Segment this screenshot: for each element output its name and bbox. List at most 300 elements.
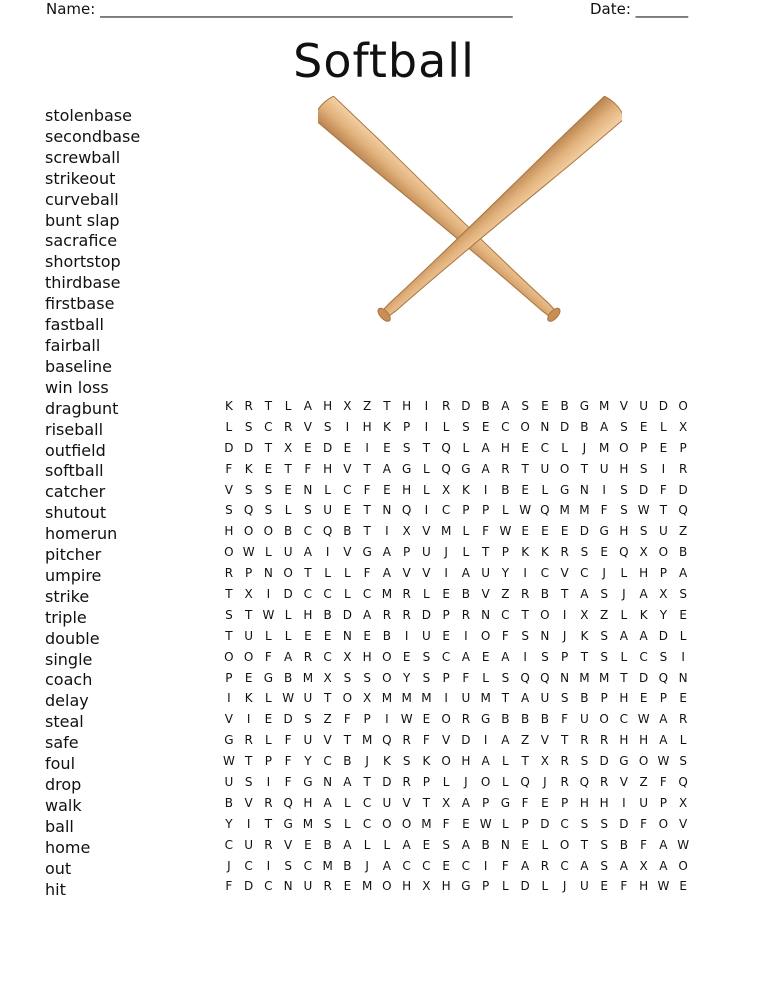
grid-cell[interactable]: L <box>442 775 450 790</box>
grid-cell[interactable]: T <box>304 566 312 581</box>
grid-cell[interactable]: B <box>521 712 530 727</box>
grid-cell[interactable]: J <box>365 754 369 769</box>
grid-cell[interactable]: D <box>678 482 688 497</box>
grid-cell[interactable]: R <box>461 607 471 622</box>
grid-cell[interactable]: E <box>679 607 687 622</box>
grid-cell[interactable]: V <box>422 524 431 539</box>
grid-cell[interactable]: Y <box>402 670 411 685</box>
grid-cell[interactable]: H <box>639 566 649 581</box>
grid-cell[interactable]: J <box>582 440 587 455</box>
grid-cell[interactable]: B <box>481 837 490 852</box>
grid-cell[interactable]: O <box>342 691 353 706</box>
grid-cell[interactable]: K <box>461 482 470 497</box>
grid-cell[interactable]: E <box>481 649 490 664</box>
grid-cell[interactable]: S <box>422 670 431 685</box>
grid-cell[interactable]: D <box>520 879 530 894</box>
grid-cell[interactable]: V <box>343 545 352 560</box>
grid-cell[interactable]: Q <box>658 670 669 685</box>
grid-cell[interactable]: L <box>502 775 509 790</box>
grid-cell[interactable]: Q <box>540 503 550 518</box>
grid-cell[interactable]: C <box>323 754 332 769</box>
grid-cell[interactable]: T <box>244 754 253 769</box>
grid-cell[interactable]: Q <box>243 503 254 518</box>
grid-cell[interactable]: K <box>422 754 431 769</box>
grid-cell[interactable]: Q <box>283 795 293 810</box>
grid-cell[interactable]: L <box>265 691 272 706</box>
grid-cell[interactable]: M <box>361 879 373 894</box>
grid-cell[interactable]: I <box>345 419 350 434</box>
grid-cell[interactable]: B <box>619 837 628 852</box>
grid-cell[interactable]: E <box>323 628 332 643</box>
grid-cell[interactable]: I <box>424 503 429 518</box>
grid-cell[interactable]: S <box>244 775 253 790</box>
grid-cell[interactable]: E <box>521 837 529 852</box>
grid-cell[interactable]: W <box>499 524 512 539</box>
grid-cell[interactable]: T <box>264 440 273 455</box>
grid-cell[interactable]: D <box>658 399 668 413</box>
grid-cell[interactable]: G <box>559 482 570 497</box>
grid-cell[interactable]: C <box>362 816 372 831</box>
grid-cell[interactable]: A <box>363 607 372 622</box>
grid-cell[interactable]: D <box>342 607 352 622</box>
grid-cell[interactable]: U <box>658 524 668 539</box>
grid-cell[interactable]: H <box>441 879 451 894</box>
grid-cell[interactable]: X <box>679 419 688 434</box>
grid-cell[interactable]: R <box>283 419 293 434</box>
grid-cell[interactable]: L <box>620 649 628 664</box>
grid-cell[interactable]: R <box>560 775 569 790</box>
grid-cell[interactable]: L <box>265 733 272 748</box>
grid-cell[interactable]: I <box>266 587 271 602</box>
grid-cell[interactable]: M <box>579 670 590 685</box>
grid-cell[interactable]: P <box>561 649 569 664</box>
grid-cell[interactable]: L <box>344 795 351 810</box>
grid-cell[interactable]: S <box>600 587 608 602</box>
grid-cell[interactable]: U <box>599 461 609 476</box>
grid-cell[interactable]: O <box>638 754 649 769</box>
grid-cell[interactable]: I <box>464 628 468 643</box>
grid-cell[interactable]: G <box>303 775 313 790</box>
grid-cell[interactable]: Q <box>441 440 451 455</box>
grid-cell[interactable]: M <box>322 858 333 873</box>
grid-cell[interactable]: Q <box>520 775 530 790</box>
grid-cell[interactable]: C <box>540 566 550 581</box>
grid-cell[interactable]: M <box>381 587 393 602</box>
grid-cell[interactable]: C <box>639 649 648 664</box>
grid-cell[interactable]: S <box>264 503 273 518</box>
grid-cell[interactable]: G <box>599 524 609 539</box>
grid-cell[interactable]: X <box>679 795 688 810</box>
grid-cell[interactable]: H <box>639 733 649 748</box>
grid-cell[interactable]: M <box>559 503 570 518</box>
grid-cell[interactable]: G <box>401 461 412 476</box>
grid-cell[interactable]: E <box>343 879 352 894</box>
grid-cell[interactable]: V <box>540 733 549 748</box>
grid-cell[interactable]: I <box>227 691 231 706</box>
grid-cell[interactable]: A <box>639 628 648 643</box>
grid-cell[interactable]: S <box>323 419 332 434</box>
grid-cell[interactable]: T <box>363 503 371 518</box>
grid-cell[interactable]: P <box>640 440 648 455</box>
grid-cell[interactable]: W <box>637 503 650 518</box>
grid-cell[interactable]: R <box>402 607 411 622</box>
grid-cell[interactable]: N <box>263 566 273 581</box>
grid-cell[interactable]: T <box>580 461 589 476</box>
grid-cell[interactable]: V <box>224 482 233 497</box>
grid-cell[interactable]: J <box>602 566 606 581</box>
grid-cell[interactable]: O <box>599 712 609 727</box>
grid-cell[interactable]: F <box>659 775 667 790</box>
grid-cell[interactable]: E <box>442 587 450 602</box>
grid-cell[interactable]: R <box>264 795 273 810</box>
grid-cell[interactable]: T <box>501 691 510 706</box>
grid-cell[interactable]: J <box>562 628 567 643</box>
grid-cell[interactable]: K <box>382 754 391 769</box>
grid-cell[interactable]: A <box>659 837 668 852</box>
grid-cell[interactable]: R <box>382 607 392 622</box>
grid-cell[interactable]: A <box>284 649 293 664</box>
grid-cell[interactable]: Z <box>363 399 372 413</box>
grid-cell[interactable]: V <box>560 566 569 581</box>
grid-cell[interactable]: W <box>657 879 670 894</box>
grid-cell[interactable]: A <box>323 795 332 810</box>
grid-cell[interactable]: W <box>637 712 650 727</box>
grid-cell[interactable]: F <box>343 712 351 727</box>
grid-cell[interactable]: E <box>304 837 312 852</box>
grid-cell[interactable]: C <box>540 440 550 455</box>
grid-cell[interactable]: H <box>402 482 412 497</box>
grid-cell[interactable]: U <box>244 837 254 852</box>
grid-cell[interactable]: L <box>541 482 549 497</box>
grid-cell[interactable]: H <box>639 879 649 894</box>
grid-cell[interactable]: K <box>580 628 589 643</box>
grid-cell[interactable]: M <box>302 816 314 831</box>
grid-cell[interactable]: A <box>580 858 589 873</box>
grid-cell[interactable]: S <box>600 837 608 852</box>
grid-cell[interactable]: S <box>600 816 608 831</box>
grid-cell[interactable]: Y <box>225 816 233 831</box>
grid-cell[interactable]: I <box>424 419 429 434</box>
grid-cell[interactable]: G <box>619 754 629 769</box>
grid-cell[interactable]: B <box>501 482 510 497</box>
grid-cell[interactable]: L <box>462 440 470 455</box>
grid-cell[interactable]: S <box>620 419 628 434</box>
grid-cell[interactable]: F <box>225 461 233 476</box>
grid-cell[interactable]: P <box>264 754 272 769</box>
grid-cell[interactable]: A <box>639 587 648 602</box>
grid-cell[interactable]: H <box>362 649 372 664</box>
grid-cell[interactable]: L <box>502 879 509 894</box>
grid-cell[interactable]: O <box>441 754 451 769</box>
grid-cell[interactable]: S <box>600 858 608 873</box>
grid-cell[interactable]: F <box>640 837 648 852</box>
grid-cell[interactable]: Z <box>639 775 648 790</box>
grid-cell[interactable]: F <box>363 482 371 497</box>
grid-cell[interactable]: V <box>244 795 253 810</box>
grid-cell[interactable]: C <box>264 879 273 894</box>
grid-cell[interactable]: S <box>343 670 352 685</box>
grid-cell[interactable]: F <box>462 670 470 685</box>
grid-cell[interactable]: Z <box>600 607 609 622</box>
grid-cell[interactable]: C <box>619 712 629 727</box>
grid-cell[interactable]: A <box>382 545 391 560</box>
grid-cell[interactable]: V <box>619 399 628 413</box>
grid-cell[interactable]: L <box>284 503 292 518</box>
grid-cell[interactable]: S <box>521 399 529 413</box>
grid-cell[interactable]: I <box>444 566 448 581</box>
grid-cell[interactable]: S <box>442 837 450 852</box>
grid-cell[interactable]: E <box>442 858 450 873</box>
grid-cell[interactable]: D <box>244 879 254 894</box>
grid-cell[interactable]: L <box>344 566 351 581</box>
grid-cell[interactable]: T <box>343 733 352 748</box>
grid-cell[interactable]: J <box>464 775 468 790</box>
grid-cell[interactable]: A <box>619 858 628 873</box>
grid-cell[interactable]: S <box>402 440 411 455</box>
grid-cell[interactable]: B <box>540 712 549 727</box>
grid-cell[interactable]: B <box>224 795 233 810</box>
grid-cell[interactable]: F <box>363 566 371 581</box>
grid-cell[interactable]: R <box>560 545 569 560</box>
grid-cell[interactable]: A <box>501 649 510 664</box>
grid-cell[interactable]: D <box>382 775 392 790</box>
grid-cell[interactable]: S <box>225 503 233 518</box>
grid-cell[interactable]: C <box>323 649 332 664</box>
grid-cell[interactable]: I <box>385 712 389 727</box>
grid-cell[interactable]: I <box>266 775 271 790</box>
grid-cell[interactable]: S <box>580 754 589 769</box>
grid-cell[interactable]: S <box>600 649 608 664</box>
grid-cell[interactable]: L <box>502 754 509 769</box>
grid-cell[interactable]: I <box>562 607 567 622</box>
grid-cell[interactable]: F <box>284 754 292 769</box>
grid-cell[interactable]: I <box>523 566 527 581</box>
grid-cell[interactable]: Q <box>678 503 688 518</box>
grid-cell[interactable]: P <box>659 795 667 810</box>
grid-cell[interactable]: A <box>303 545 312 560</box>
grid-cell[interactable]: P <box>245 566 253 581</box>
grid-cell[interactable]: S <box>580 545 589 560</box>
grid-cell[interactable]: A <box>343 837 352 852</box>
grid-cell[interactable]: O <box>678 858 688 873</box>
grid-cell[interactable]: P <box>659 566 667 581</box>
grid-cell[interactable]: B <box>284 670 293 685</box>
grid-cell[interactable]: S <box>521 628 529 643</box>
grid-cell[interactable]: S <box>620 503 628 518</box>
grid-cell[interactable]: E <box>462 816 470 831</box>
grid-cell[interactable]: T <box>521 607 529 622</box>
grid-cell[interactable]: L <box>442 419 450 434</box>
grid-cell[interactable]: V <box>323 733 332 748</box>
grid-cell[interactable]: S <box>462 419 470 434</box>
grid-cell[interactable]: O <box>224 545 234 560</box>
grid-cell[interactable]: K <box>639 607 648 622</box>
grid-cell[interactable]: S <box>501 670 510 685</box>
grid-cell[interactable]: L <box>482 670 489 685</box>
grid-cell[interactable]: B <box>501 712 510 727</box>
grid-cell[interactable]: B <box>323 607 332 622</box>
grid-cell[interactable]: X <box>343 649 352 664</box>
grid-cell[interactable]: T <box>521 754 529 769</box>
grid-cell[interactable]: C <box>244 858 253 873</box>
grid-cell[interactable]: Q <box>401 503 412 518</box>
grid-cell[interactable]: H <box>362 419 372 434</box>
grid-cell[interactable]: F <box>442 816 450 831</box>
grid-cell[interactable]: E <box>659 440 668 455</box>
grid-cell[interactable]: X <box>402 524 411 539</box>
grid-cell[interactable]: L <box>502 816 509 831</box>
grid-cell[interactable]: O <box>401 816 412 831</box>
grid-cell[interactable]: V <box>442 733 451 748</box>
grid-cell[interactable]: D <box>461 399 471 413</box>
grid-cell[interactable]: T <box>225 628 233 643</box>
grid-cell[interactable]: A <box>521 858 530 873</box>
grid-cell[interactable]: L <box>541 837 549 852</box>
grid-cell[interactable]: U <box>323 503 333 518</box>
grid-cell[interactable]: P <box>422 775 430 790</box>
grid-cell[interactable]: T <box>560 733 569 748</box>
grid-cell[interactable]: O <box>559 837 570 852</box>
grid-cell[interactable]: E <box>402 649 411 664</box>
grid-cell[interactable]: E <box>264 461 273 476</box>
grid-cell[interactable]: X <box>323 670 332 685</box>
grid-cell[interactable]: C <box>441 649 451 664</box>
grid-cell[interactable]: Q <box>579 775 590 790</box>
grid-cell[interactable]: B <box>343 858 352 873</box>
grid-cell[interactable]: T <box>363 524 371 539</box>
grid-cell[interactable]: L <box>284 607 292 622</box>
grid-cell[interactable]: T <box>284 461 292 476</box>
grid-cell[interactable]: Q <box>678 775 688 790</box>
grid-cell[interactable]: T <box>580 837 589 852</box>
grid-cell[interactable]: D <box>461 733 471 748</box>
grid-cell[interactable]: A <box>402 837 411 852</box>
grid-cell[interactable]: F <box>284 733 292 748</box>
grid-cell[interactable]: O <box>382 879 392 894</box>
grid-cell[interactable]: C <box>264 419 273 434</box>
grid-cell[interactable]: E <box>521 524 529 539</box>
grid-cell[interactable]: L <box>620 607 628 622</box>
grid-cell[interactable]: S <box>264 482 273 497</box>
grid-cell[interactable]: Q <box>619 545 629 560</box>
grid-cell[interactable]: M <box>302 670 314 685</box>
grid-cell[interactable]: A <box>501 733 510 748</box>
grid-cell[interactable]: U <box>579 879 589 894</box>
grid-cell[interactable]: G <box>480 712 491 727</box>
grid-cell[interactable]: X <box>422 879 431 894</box>
grid-cell[interactable]: G <box>461 879 471 894</box>
grid-cell[interactable]: R <box>560 754 569 769</box>
grid-cell[interactable]: U <box>639 399 649 413</box>
grid-cell[interactable]: E <box>600 879 608 894</box>
grid-cell[interactable]: A <box>659 733 668 748</box>
grid-cell[interactable]: L <box>679 733 687 748</box>
grid-cell[interactable]: C <box>461 858 471 873</box>
grid-cell[interactable]: D <box>560 419 570 434</box>
grid-cell[interactable]: H <box>461 754 471 769</box>
grid-cell[interactable]: N <box>323 775 333 790</box>
grid-cell[interactable]: W <box>400 712 413 727</box>
grid-cell[interactable]: X <box>580 607 589 622</box>
grid-cell[interactable]: W <box>519 503 532 518</box>
grid-cell[interactable]: R <box>303 649 313 664</box>
grid-cell[interactable]: H <box>619 524 629 539</box>
grid-cell[interactable]: P <box>501 545 509 560</box>
grid-cell[interactable]: M <box>421 816 432 831</box>
grid-cell[interactable]: T <box>521 461 529 476</box>
grid-cell[interactable]: L <box>423 587 430 602</box>
grid-cell[interactable]: K <box>521 545 530 560</box>
grid-cell[interactable]: R <box>599 775 609 790</box>
grid-cell[interactable]: E <box>442 628 450 643</box>
grid-cell[interactable]: A <box>679 566 688 581</box>
grid-cell[interactable]: O <box>658 816 669 831</box>
grid-cell[interactable]: G <box>500 795 511 810</box>
grid-cell[interactable]: W <box>222 754 235 769</box>
grid-cell[interactable]: C <box>303 587 313 602</box>
grid-cell[interactable]: S <box>304 503 312 518</box>
grid-cell[interactable]: U <box>303 691 313 706</box>
grid-cell[interactable]: L <box>344 816 351 831</box>
grid-cell[interactable]: P <box>521 816 529 831</box>
grid-cell[interactable]: N <box>540 628 550 643</box>
grid-cell[interactable]: T <box>264 399 273 413</box>
grid-cell[interactable]: D <box>283 587 293 602</box>
grid-cell[interactable]: R <box>224 566 234 581</box>
grid-cell[interactable]: T <box>244 607 253 622</box>
grid-cell[interactable]: C <box>343 482 352 497</box>
grid-cell[interactable]: F <box>284 775 292 790</box>
grid-cell[interactable]: C <box>323 587 332 602</box>
grid-cell[interactable]: D <box>540 816 550 831</box>
grid-cell[interactable]: R <box>264 837 273 852</box>
grid-cell[interactable]: D <box>639 670 649 685</box>
grid-cell[interactable]: K <box>540 545 549 560</box>
grid-cell[interactable]: E <box>521 482 529 497</box>
grid-cell[interactable]: F <box>501 858 509 873</box>
grid-cell[interactable]: V <box>343 461 352 476</box>
grid-cell[interactable]: E <box>541 524 549 539</box>
grid-cell[interactable]: V <box>481 587 490 602</box>
grid-cell[interactable]: T <box>363 775 371 790</box>
grid-cell[interactable]: T <box>481 545 490 560</box>
grid-cell[interactable]: L <box>502 503 509 518</box>
grid-cell[interactable]: U <box>540 461 550 476</box>
grid-cell[interactable]: H <box>323 461 333 476</box>
grid-cell[interactable]: U <box>540 691 550 706</box>
grid-cell[interactable]: R <box>520 587 530 602</box>
grid-cell[interactable]: B <box>284 524 293 539</box>
grid-cell[interactable]: X <box>343 399 352 413</box>
grid-cell[interactable]: Y <box>659 607 668 622</box>
grid-cell[interactable]: E <box>244 670 253 685</box>
grid-cell[interactable]: Y <box>304 754 312 769</box>
grid-cell[interactable]: U <box>481 566 491 581</box>
grid-cell[interactable]: B <box>560 399 569 413</box>
grid-cell[interactable]: H <box>619 691 629 706</box>
grid-cell[interactable]: E <box>383 440 391 455</box>
grid-cell[interactable]: S <box>679 587 687 602</box>
grid-cell[interactable]: E <box>481 419 490 434</box>
grid-cell[interactable]: E <box>600 545 608 560</box>
grid-cell[interactable]: H <box>323 399 333 413</box>
grid-cell[interactable]: O <box>243 649 254 664</box>
grid-cell[interactable]: D <box>244 440 254 455</box>
grid-cell[interactable]: U <box>461 691 471 706</box>
grid-cell[interactable]: R <box>441 399 451 413</box>
grid-cell[interactable]: I <box>622 795 626 810</box>
grid-cell[interactable]: J <box>444 545 448 560</box>
